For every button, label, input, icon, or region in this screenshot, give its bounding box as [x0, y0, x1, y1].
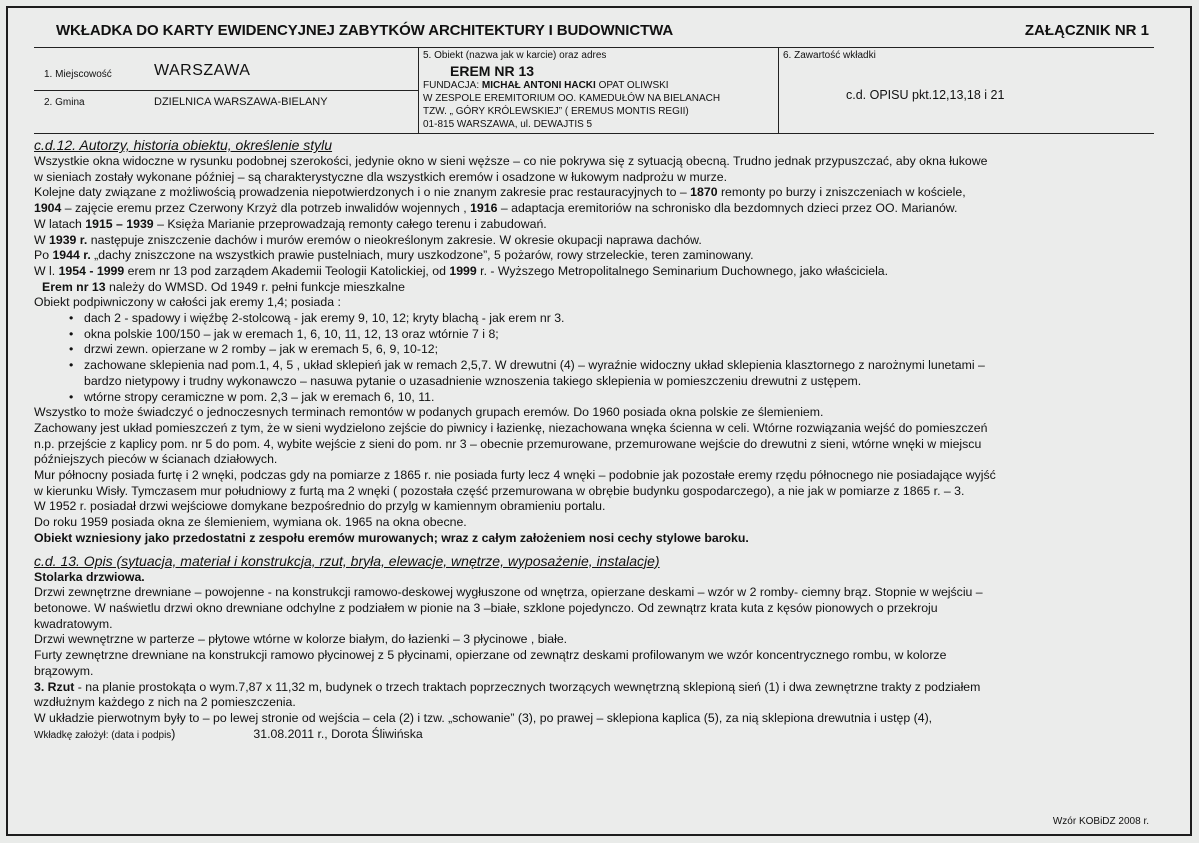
paragraph: brązowym.	[34, 663, 94, 678]
field5-line3: TZW. „ GÓRY KRÓLEWSKIEJ” ( EREMUS MONTIS REGII)	[423, 106, 689, 117]
paragraph: w kierunku Wisły. Tymczasem mur południowy z furtą ma 2 wnęki ( pozostała część przemurowana w obrębie budynku gospodarczego), a nie jak w pomiarze z 1865 r. – 3.	[34, 483, 965, 498]
field6-label: 6. Zawartość wkładki	[783, 50, 876, 61]
field5-line4: 01-815 WARSZAWA, ul. DEWAJTIS 5	[423, 119, 593, 130]
paragraph: W 1952 r. posiadał drzwi wejściowe domykane bezpośrednio do przylg w kamiennym obramieniu portalu.	[34, 499, 606, 514]
field5-line2: W ZESPOLE EREMITORIUM OO. KAMEDUŁÓW NA BIELANACH	[423, 93, 721, 104]
paragraph: Obiekt podpiwniczony w całości jak eremy 1,4; posiada :	[34, 295, 341, 310]
paragraph: Erem nr 13 należy do WMSD. Od 1949 r. pełni funkcje mieszkalne	[42, 279, 405, 294]
paragraph: Do roku 1959 posiada okna ze ślemieniem, wymiana ok. 1965 na okna obecne.	[34, 515, 467, 530]
footer-signature: Wkładkę założył: (data i podpis) 31.08.2011 r., Dorota Śliwińska	[34, 726, 423, 741]
field5-line1: FUNDACJA: MICHAŁ ANTONI HACKI OPAT OLIWSKI	[423, 80, 669, 91]
paragraph: 1904 – zajęcie eremu przez Czerwony Krzyż dla potrzeb inwalidów wojennych , 1916 – adaptacja eremitoriów na schronisko dla bezdomnych dzieci przez OO. Marianów.	[34, 201, 958, 216]
paragraph: Wszystkie okna widoczne w rysunku podobnej szerokości, jedynie okno w sieni węższe – co nie pokrywa się z sytuacją obecną. Trudno jednak przypuszczać, aby okna łukowe	[34, 154, 988, 168]
list-item: • wtórne stropy ceramiczne w pom. 2,3 – jak w eremach 6, 10, 11.	[84, 390, 1164, 406]
header-table	[34, 47, 1154, 134]
paragraph: 3. Rzut - na planie prostokąta o wym.7,87 x 11,32 m, budynek o trzech traktach poprzecznych tworzących wewnętrzną sklepioną sień (1) i dwa zewnętrzne trakty z podziałem	[34, 679, 981, 694]
list-item-continuation: bardzo nietypowy i trudny wykonawczo – nasuwa pytanie o uzasadnienie wznoszenia takiego sklepienia w pomieszczeniu drewutni z ustępem.	[84, 373, 862, 388]
document-title: WKŁADKA DO KARTY EWIDENCYJNEJ ZABYTKÓW ARCHITEKTURY I BUDOWNICTWA	[56, 22, 674, 39]
field1-value: WARSZAWA	[154, 62, 251, 79]
field5-name: EREM NR 13	[450, 63, 535, 79]
paragraph: Obiekt wzniesiony jako przedostatni z zespołu eremów murowanych; wraz z całym założeniem nosi cechy stylowe baroku.	[34, 530, 749, 545]
paragraph: Mur północny posiada furtę i 2 wnęki, podczas gdy na pomiarze z 1865 r. nie posiada furty lecz 4 wnęki – podobnie jak pozostałe eremy rzędu północnego nie posiadające wyjść	[34, 468, 996, 483]
list-item: • okna polskie 100/150 – jak w eremach 1, 6, 10, 11, 12, 13 oraz wtórnie 7 i 8;	[84, 327, 1164, 343]
paragraph: Drzwi wewnętrzne w parterze – płytowe wtórne w kolorze białym, do łazienki – 3 płycinowe , białe.	[34, 632, 568, 647]
paragraph: Po 1944 r. „dachy zniszczone na wszystkich prawie pustelniach, mury uszkodzone”, 5 pożarów, rowy strzeleckie, teren zaminowany.	[34, 248, 754, 263]
annex-label: ZAŁĄCZNIK NR 1	[1024, 22, 1149, 39]
divider	[778, 48, 779, 133]
divider	[34, 90, 418, 91]
field2-value: DZIELNICA WARSZAWA-BIELANY	[154, 96, 328, 108]
paragraph: kwadratowym.	[34, 616, 113, 631]
field5-label: 5. Obiekt (nazwa jak w karcie) oraz adres	[423, 50, 607, 61]
field6-value: c.d. OPISU pkt.12,13,18 i 21	[846, 88, 1005, 102]
paragraph: Kolejne daty związane z możliwością prowadzenia niepotwierdzonych i o nie znanym zakresie prac restauracyjnych to – 1870 remonty po burzy i zniszczeniach w kościele,	[34, 185, 966, 200]
section12-heading: c.d.12. Autorzy, historia obiektu, określenie stylu	[34, 137, 333, 153]
paragraph: W l. 1954 - 1999 erem nr 13 pod zarządem Akademii Teologii Katolickiej, od 1999 r. - Wyższego Metropolitalnego Seminarium Duchownego, jako właściciela.	[34, 263, 889, 278]
paragraph: Zachowany jest układ pomieszczeń z tym, że w sieni wydzielono zejście do piwnicy i łazienkę, niezachowana wnęka ścienna w celi. Wtórne rozwiązania wejść do pomieszczeń	[34, 420, 988, 435]
paragraph: Drzwi zewnętrzne drewniane – powojenne - na konstrukcji ramowo-deskowej wygłuszone od wnętrza, opierzane deskami – wzór w 2 romby- ciemny brąz. Stopnie w wejściu –	[34, 585, 983, 600]
paragraph: późniejszych pieców w ścianach działowych.	[34, 452, 278, 467]
paragraph: w sieniach zostały wykonane później – są charakterystyczne dla wszystkich eremów i osadzone w łukowym nadprożu w murze.	[34, 169, 728, 184]
list-item: • zachowane sklepienia nad pom.1, 4, 5 , układ sklepień jak w remach 2,5,7. W drewutni (4) – wyraźnie widoczny układ sklepienia klasztornego z narożnymi lunetami –	[84, 358, 1164, 374]
paragraph: Furty zewnętrzne drewniane na konstrukcji ramowo płycinowej z 5 płycinami, opierzane od zewnątrz deskami profilowanym we wzór koncentrycznego rombu, w kolorze	[34, 648, 947, 663]
list-item: • drzwi zewn. opierzane w 2 romby – jak w eremach 5, 6, 9, 10-12;	[84, 342, 1164, 358]
paragraph: n.p. przejście z kaplicy pom. nr 5 do pom. 4, wybite wejście z sieni do pom. nr 3 – obecnie przemurowane, przemurowane wejście do drewutni z sieni, wtórne wnęki w miejscu	[34, 436, 982, 451]
field2-label: 2. Gmina	[44, 97, 85, 108]
subheading: Stolarka drzwiowa.	[34, 569, 145, 584]
paragraph: W układzie pierwotnym były to – po lewej stronie od wejścia – cela (2) i tzw. „schowanie” (3), po prawej – sklepiona kaplica (5), za nią sklepiona drewutnia i ustęp (4),	[34, 710, 933, 725]
list-item: • dach 2 - spadowy i więźbę 2-stolcową - jak eremy 9, 10, 12; kryty blachą - jak erem nr 3.	[84, 311, 1164, 327]
divider	[418, 48, 419, 133]
section13-heading: c.d. 13. Opis (sytuacja, materiał i konstrukcja, rzut, bryła, elewacje, wnętrze, wyposażenie, instalacje)	[34, 552, 660, 569]
paragraph: W latach 1915 – 1939 – Księża Marianie przeprowadzają remonty całego terenu i zabudowań.	[34, 216, 547, 231]
paragraph: betonowe. W naświetlu drzwi okno drewniane odchylne z podziałem w pionie na 3 –białe, szklone pojedynczo. Od zewnątrz krata kuta z kęsów pionowych o przekroju	[34, 600, 938, 615]
paragraph: W 1939 r. następuje zniszczenie dachów i murów eremów o nieokreślonym zakresie. W okresie okupacji naprawa dachów.	[34, 232, 702, 247]
paragraph: wzdłużnym każdego z nich na 2 pomieszczenia.	[34, 695, 296, 710]
paragraph: Wszystko to może świadczyć o jednoczesnych terminach remontów w podanych grupach eremów. Do 1960 posiada okna polskie ze ślemieniem.	[34, 405, 824, 420]
document-body	[34, 137, 1164, 743]
field1-label: 1. Miejscowość	[44, 69, 112, 80]
feature-list	[34, 311, 1164, 405]
form-version: Wzór KOBiDZ 2008 r.	[1052, 816, 1149, 827]
